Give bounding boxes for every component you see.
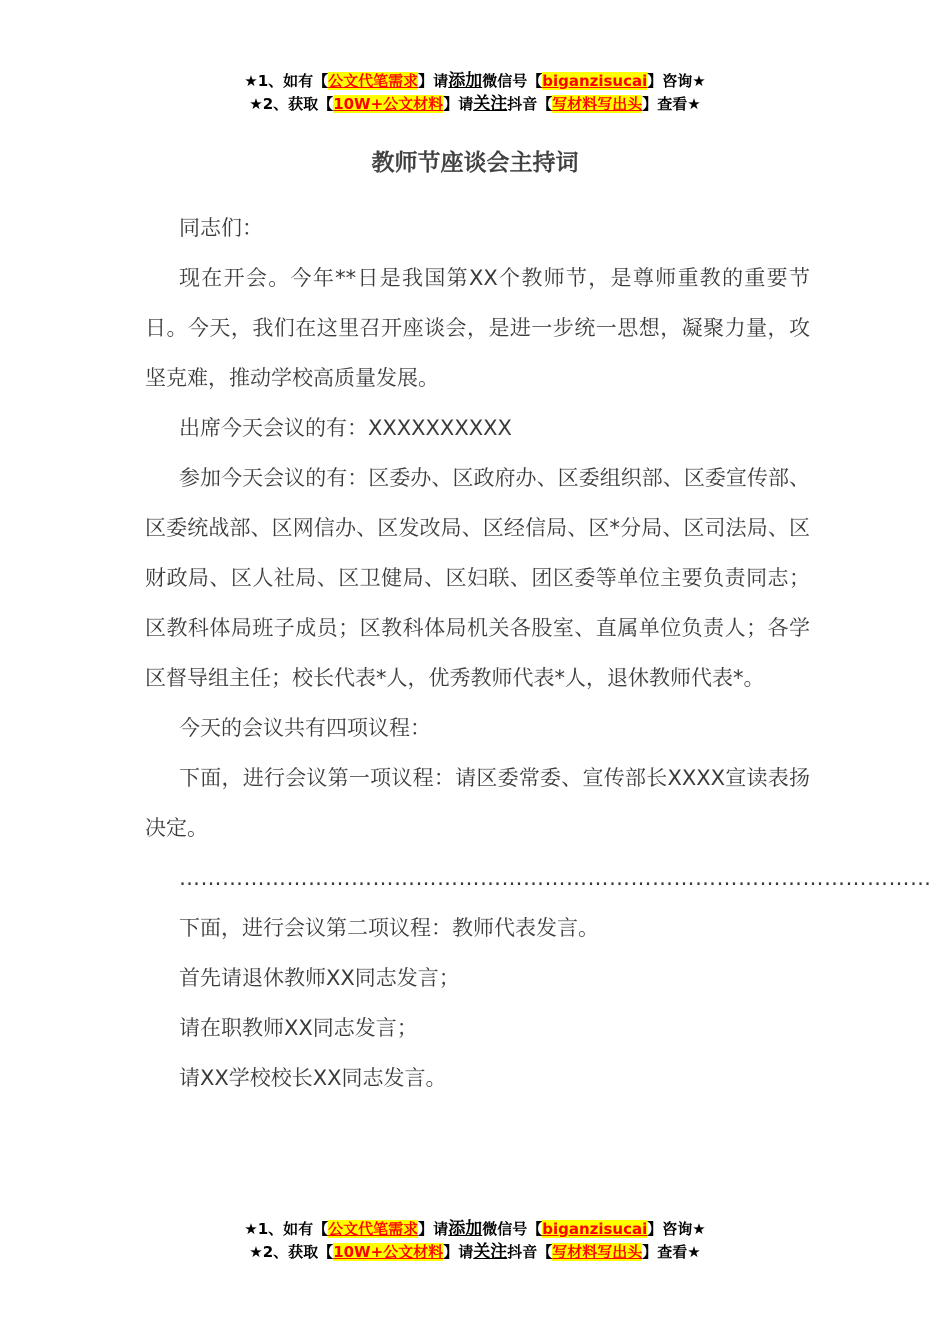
highlight-materials: 10W+公文材料 [333, 1243, 444, 1261]
agenda-item-1: 下面，进行会议第一项议程：请区委常委、宣传部长XXXX宣读表扬决定。 [145, 766, 810, 840]
agenda-item-2: 下面，进行会议第二项议程：教师代表发言。 [179, 916, 599, 940]
highlight-materials: 10W+公文材料 [333, 95, 444, 113]
footer-banner [0, 1218, 950, 1264]
attendees-present: 出席今天会议的有：XXXXXXXXXX [179, 416, 512, 440]
highlight-wechat-id: biganzisucai [542, 72, 648, 90]
highlight-wechat-id: biganzisucai [542, 1220, 648, 1238]
opening-paragraph: 现在开会。今年**日是我国第XX个教师节，是尊师重教的重要节日。今天，我们在这里召开座谈会，是进一步统一思想，凝聚力量，攻坚克难，推动学校高质量发展。 [145, 266, 810, 390]
document-body [145, 203, 932, 1103]
banner-line-2: ★2、获取【10W+公文材料】请关注抖音【写材料写出头】查看★ [249, 94, 701, 114]
document-title: 教师节座谈会主持词 [371, 150, 579, 176]
highlight-service: 公文代笔需求 [328, 1220, 419, 1238]
speaker-retired-teacher: 首先请退休教师XX同志发言； [179, 966, 460, 990]
attendees-participating: 参加今天会议的有：区委办、区政府办、区委组织部、区委宣传部、区委统战部、区网信办、区发改局、区经信局、区*分局、区司法局、区财政局、区人社局、区卫健局、区妇联、团区委等单位主要负责同志；区教科体局班子成员；区教科体局机关各股室、直属单位负责人；各学区督导组主任；校长代表*人，优秀教师代表*人，退休教师代表*。 [145, 466, 810, 690]
highlight-service: 公文代笔需求 [328, 72, 419, 90]
salutation: 同志们： [179, 216, 263, 240]
highlight-douyin-account: 写材料写出头 [552, 95, 643, 113]
speaker-current-teacher: 请在职教师XX同志发言； [179, 1016, 418, 1040]
banner-line-2: ★2、获取【10W+公文材料】请关注抖音【写材料写出头】查看★ [249, 1242, 701, 1262]
highlight-douyin-account: 写材料写出头 [552, 1243, 643, 1261]
ellipsis-divider: …………………………………………………………………………………………… [179, 866, 932, 890]
banner-line-1: ★1、如有【公文代笔需求】请添加微信号【biganzisucai】咨询★ [244, 1219, 706, 1239]
header-banner [0, 70, 950, 116]
agenda-intro: 今天的会议共有四项议程： [179, 716, 431, 740]
banner-line-1: ★1、如有【公文代笔需求】请添加微信号【biganzisucai】咨询★ [244, 71, 706, 91]
speaker-principal: 请XX学校校长XX同志发言。 [179, 1066, 447, 1090]
